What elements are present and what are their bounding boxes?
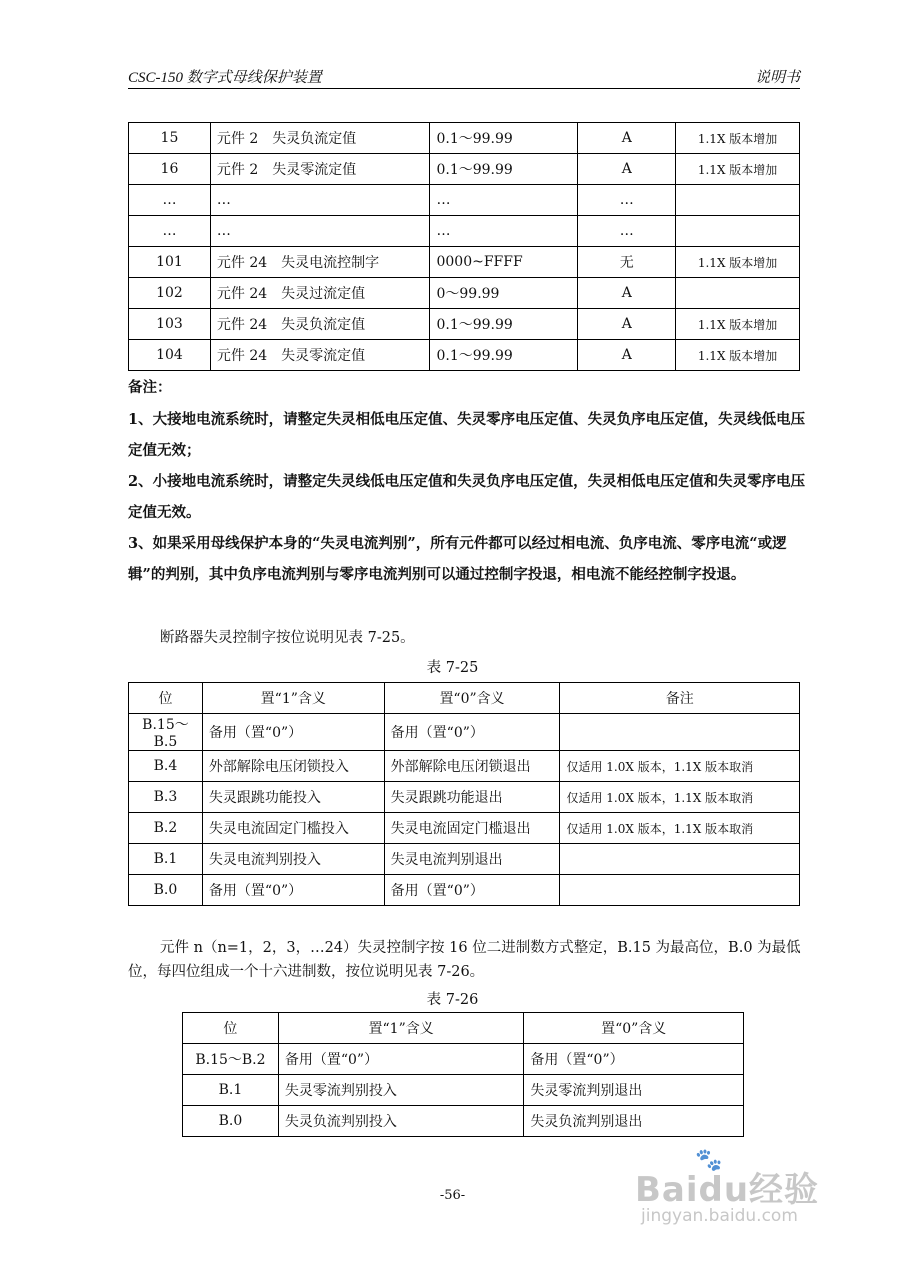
settings-row-cell: … [210,216,430,247]
caption-table-726: 表 7-26 [426,992,479,1008]
t725-row-cell: B.0 [129,875,203,906]
t726-row [183,1106,744,1137]
t725-row-cell: B.2 [129,813,203,844]
page-header [128,62,800,89]
t725-row-cell: B.1 [129,844,203,875]
t726-row [183,1044,744,1075]
t725-row [129,782,800,813]
t726-row-cell: B.0 [183,1106,279,1137]
t725-row-cell: 失灵电流判别退出 [384,844,560,875]
t725-row-cell: B.4 [129,751,203,782]
settings-row [129,123,800,154]
settings-row-cell: 元件 24 失灵负流定值 [210,309,430,340]
settings-table [128,122,800,371]
settings-row-cell [676,216,800,247]
t726-header-set0: 置“0”含义 [524,1013,744,1044]
settings-row-cell: 101 [129,247,211,278]
settings-row-cell: 0～99.99 [430,278,578,309]
settings-row-cell: 无 [578,247,676,278]
settings-row-cell: … [129,216,211,247]
t725-row [129,751,800,782]
t725-row-cell: 仅适用 1.0X 版本，1.1X 版本取消 [560,782,800,813]
t725-row-cell: 失灵电流固定门槛退出 [384,813,560,844]
settings-row [129,216,800,247]
settings-row-cell: 102 [129,278,211,309]
header-doc-type: 说明书 [754,70,800,86]
page-number: -56- [439,1188,466,1203]
settings-row [129,185,800,216]
note-2: 2、小接地电流系统时，请整定失灵线低电压定值和失灵负序电压定值，失灵相低电压定值和失灵零序电压定值无效。 [128,473,806,521]
settings-row-cell: 1.1X 版本增加 [676,247,800,278]
t725-header-remark: 备注 [560,683,800,714]
notes-title: 备注： [128,379,172,396]
settings-row-cell: … [578,216,676,247]
t726-row-cell: 失灵负流判别退出 [524,1106,744,1137]
table-7-25 [128,682,800,906]
settings-row-cell: 元件 2 失灵负流定值 [210,123,430,154]
t726-row-cell: B.15～B.2 [183,1044,279,1075]
settings-row-cell: 1.1X 版本增加 [676,340,800,371]
t726-row-cell: 失灵负流判别投入 [278,1106,524,1137]
settings-row-cell: … [430,185,578,216]
t726-header-bit: 位 [183,1013,279,1044]
t725-row-cell [560,844,800,875]
t725-row [129,813,800,844]
t725-row-cell: B.3 [129,782,203,813]
t725-row [129,714,800,751]
settings-row-cell: 元件 24 失灵零流定值 [210,340,430,371]
settings-row-cell: 元件 24 失灵电流控制字 [210,247,430,278]
settings-row-cell: 0.1～99.99 [430,123,578,154]
t725-row [129,844,800,875]
settings-row-cell: … [430,216,578,247]
t726-row-cell: 备用（置“0”） [278,1044,524,1075]
settings-row-cell: 0.1～99.99 [430,309,578,340]
settings-row-cell: 元件 24 失灵过流定值 [210,278,430,309]
settings-row-cell: 0000~FFFF [430,247,578,278]
settings-row [129,278,800,309]
t725-row-cell: 仅适用 1.0X 版本，1.1X 版本取消 [560,813,800,844]
settings-row-cell [676,185,800,216]
settings-row-cell: 104 [129,340,211,371]
settings-row [129,309,800,340]
t726-row-cell: B.1 [183,1075,279,1106]
t726-row-cell: 失灵零流判别投入 [278,1075,524,1106]
settings-row-cell: 元件 2 失灵零流定值 [210,154,430,185]
settings-row-cell: 16 [129,154,211,185]
settings-row-cell: 0.1～99.99 [430,154,578,185]
settings-row-cell: … [129,185,211,216]
t725-row-cell: B.15～B.5 [129,714,203,751]
settings-row-cell: … [578,185,676,216]
settings-row-cell: A [578,123,676,154]
settings-row-cell: 103 [129,309,211,340]
watermark-brand: Baidu经验 [635,1170,820,1210]
note-3: 3、如果采用母线保护本身的“失灵电流判别”，所有元件都可以经过相电流、负序电流、零序电流“或逻辑”的判别，其中负序电流判别与零序电流判别可以通过控制字投退，相电流不能经控制字投退。 [128,535,787,583]
t725-header-set1: 置“1”含义 [202,683,384,714]
t725-row-cell: 失灵电流固定门槛投入 [202,813,384,844]
t725-header-set0: 置“0”含义 [384,683,560,714]
watermark-url: jingyan.baidu.com [641,1206,798,1226]
t725-row-cell: 备用（置“0”） [202,875,384,906]
paw-icon: 🐾 [695,1148,723,1173]
t725-row [129,875,800,906]
settings-row-cell: A [578,309,676,340]
caption-table-725: 表 7-25 [426,660,479,676]
t725-row-cell: 备用（置“0”） [384,875,560,906]
intro-table-725: 断路器失灵控制字按位说明见表 7-25。 [160,630,415,646]
t725-header-bit: 位 [129,683,203,714]
settings-row-cell: A [578,278,676,309]
t725-row-cell: 备用（置“0”） [202,714,384,751]
t725-row-cell: 仅适用 1.0X 版本，1.1X 版本取消 [560,751,800,782]
settings-row-cell: A [578,154,676,185]
t725-row-cell: 失灵跟跳功能退出 [384,782,560,813]
intro-table-726: 元件 n（n=1，2，3，…24）失灵控制字按 16 位二进制数方式整定，B.15 为最高位，B.0 为最低位，每四位组成一个十六进制数，按位说明见表 7-26。 [128,940,801,980]
t726-row [183,1075,744,1106]
t725-row-cell: 外部解除电压闭锁投入 [202,751,384,782]
settings-row-cell: 1.1X 版本增加 [676,309,800,340]
t725-row-cell [560,875,800,906]
t725-row-cell [560,714,800,751]
settings-row-cell: … [210,185,430,216]
t726-header-set1: 置“1”含义 [278,1013,524,1044]
header-title: CSC-150 数字式母线保护装置 [128,70,322,86]
table-7-26 [182,1012,744,1137]
settings-row-cell: 15 [129,123,211,154]
t725-row-cell: 失灵跟跳功能投入 [202,782,384,813]
t726-row-cell: 备用（置“0”） [524,1044,744,1075]
settings-row [129,247,800,278]
settings-row-cell: 1.1X 版本增加 [676,154,800,185]
settings-row [129,340,800,371]
t726-row-cell: 失灵零流判别退出 [524,1075,744,1106]
note-1: 1、大接地电流系统时，请整定失灵相低电压定值、失灵零序电压定值、失灵负序电压定值，失灵线低电压定值无效； [128,411,806,459]
settings-row-cell: 0.1～99.99 [430,340,578,371]
baidu-jingyan-watermark [635,1148,835,1228]
t725-row-cell: 备用（置“0”） [384,714,560,751]
t725-row-cell: 外部解除电压闭锁退出 [384,751,560,782]
t725-row-cell: 失灵电流判别投入 [202,844,384,875]
settings-row-cell: 1.1X 版本增加 [676,123,800,154]
settings-row-cell: A [578,340,676,371]
settings-row-cell [676,278,800,309]
settings-row [129,154,800,185]
